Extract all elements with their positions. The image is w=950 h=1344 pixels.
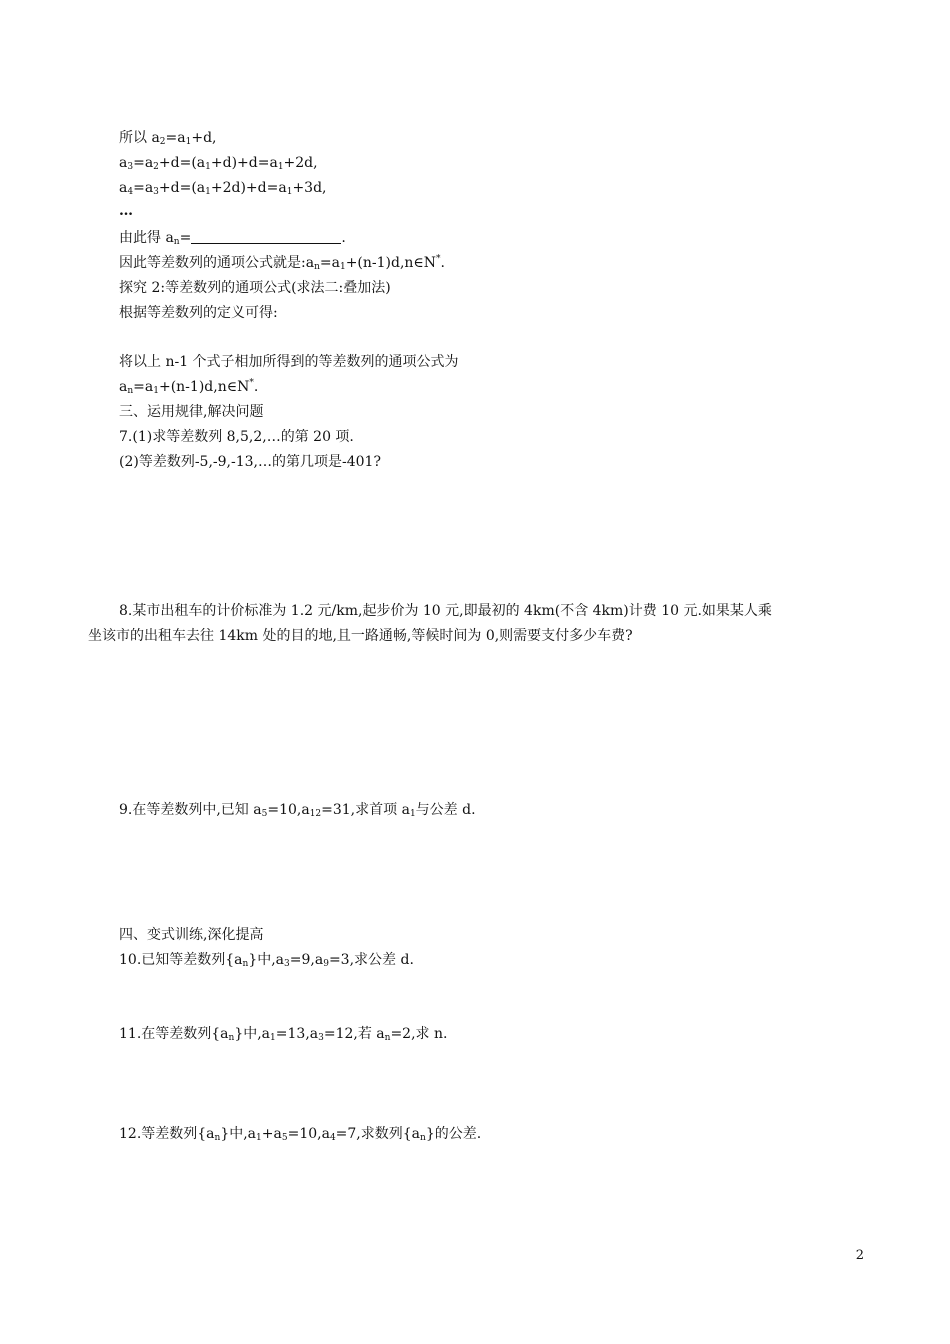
explore-2-heading: 探究 2:等差数列的通项公式(求法二:叠加法) xyxy=(119,280,391,296)
formula-an-blank: 由此得 $a_n=$ . xyxy=(119,230,346,247)
formula-a3: $a_3=a_2+d=(a_1+d)+d=a_1+2d$, xyxy=(119,155,318,172)
fill-in-blank xyxy=(191,229,341,244)
question-9: 9.在等差数列中,已知 $a_5=10,a_{12}=31$,求首项 $a_1$与公差 d. xyxy=(119,802,476,819)
formula-a2: 所以 $a_2=a_1+d$, xyxy=(119,130,217,147)
general-formula: $a_n=a_1+(n-1)d,n\in N^*$. xyxy=(119,378,259,396)
ellipsis: … xyxy=(119,203,134,219)
definition-line: 根据等差数列的定义可得: xyxy=(119,305,278,321)
question-12: 12.等差数列$\{a_n\}$中$,a_1+a_5=10,a_4=7$,求数列$\{a_n\}$的公差. xyxy=(119,1126,482,1143)
sum-statement: 将以上 n-1 个式子相加所得到的等差数列的通项公式为 xyxy=(119,354,459,370)
question-8-line-2: 坐该市的出租车去往 14km 处的目的地,且一路通畅,等候时间为 0,则需要支付多少车费? xyxy=(88,628,633,644)
formula-a4: $a_4=a_3+d=(a_1+2d)+d=a_1+3d$, xyxy=(119,180,327,197)
question-11: 11.在等差数列$\{a_n\}$中$,a_1=13,a_3=12$,若 $a_n=2$,求 n. xyxy=(119,1026,448,1043)
page-number: 2 xyxy=(855,1248,864,1263)
section-4-heading: 四、变式训练,深化提高 xyxy=(119,927,264,943)
question-7-part-1: 7.(1)求等差数列 8,5,2,…的第 20 项. xyxy=(119,429,354,445)
question-10: 10.已知等差数列$\{a_n\}$中$,a_3=9,a_9=3$,求公差 d. xyxy=(119,952,414,969)
question-7-part-2: (2)等差数列-5,-9,-13,…的第几项是-401? xyxy=(119,454,381,470)
question-8-line-1: 8.某市出租车的计价标准为 1.2 元/km,起步价为 10 元,即最初的 4km(不含 4km)计费 10 元.如果某人乘 xyxy=(119,603,772,619)
section-3-heading: 三、运用规律,解决问题 xyxy=(119,404,264,420)
general-formula-statement: 因此等差数列的通项公式就是$:a_n=a_1+(n-1)d,n\in N^*$. xyxy=(119,254,445,272)
